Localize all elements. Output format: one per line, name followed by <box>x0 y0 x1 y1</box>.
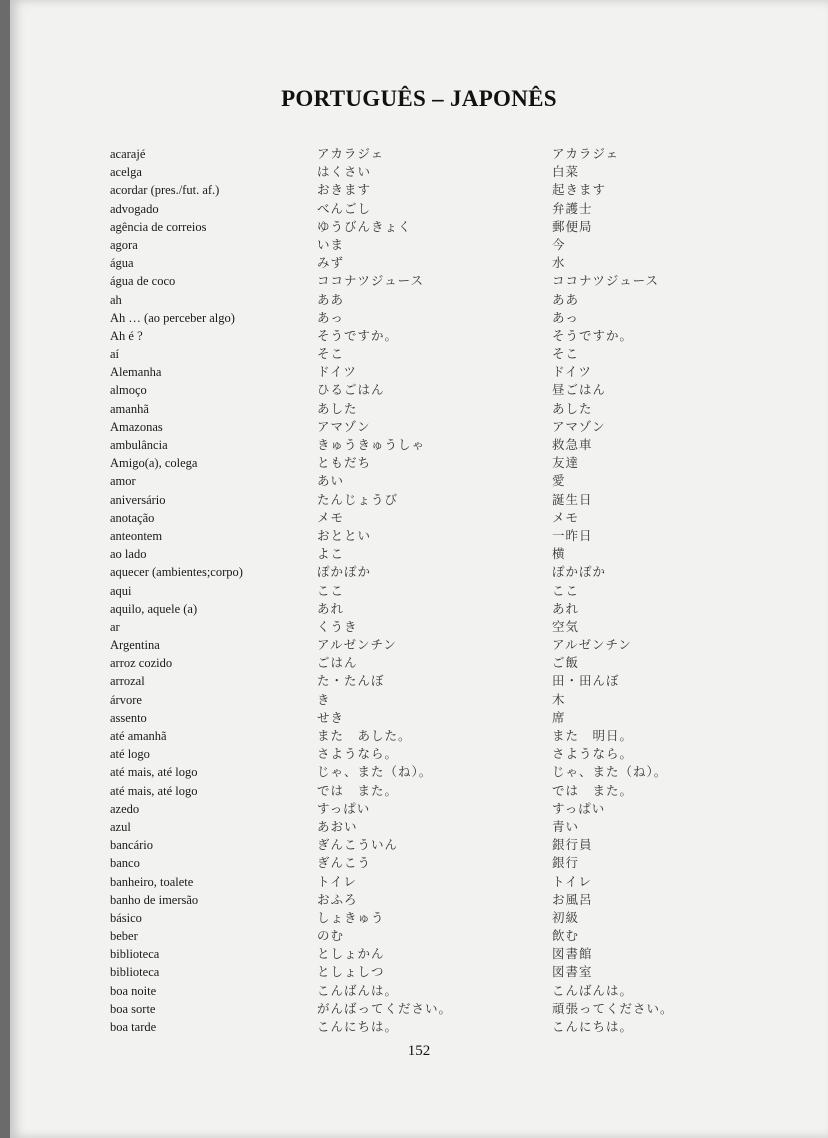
entry-list <box>10 145 828 1036</box>
portuguese-term: aqui <box>110 583 132 598</box>
kanji-writing: 一昨日 <box>552 528 593 543</box>
kana-reading: はくさい <box>317 165 372 180</box>
list-item <box>10 691 828 709</box>
kanji-writing: 水 <box>552 256 566 271</box>
portuguese-term: anotação <box>110 510 155 525</box>
portuguese-term: acarajé <box>110 147 146 161</box>
portuguese-term: almoço <box>110 383 147 398</box>
kana-reading: よこ <box>317 547 345 562</box>
kanji-writing: 横 <box>552 547 566 562</box>
list-item <box>10 672 828 690</box>
list-item <box>10 327 828 345</box>
list-item <box>10 218 828 236</box>
kana-reading: き <box>317 692 331 707</box>
portuguese-term: até logo <box>110 747 150 762</box>
kanji-writing: ドイツ <box>552 365 592 380</box>
list-item <box>10 254 828 272</box>
kana-reading: アルゼンチン <box>317 638 397 653</box>
list-item <box>10 363 828 381</box>
kana-reading: しょきゅう <box>317 910 385 925</box>
kana-reading: アマゾン <box>317 419 371 434</box>
kanji-writing: そこ <box>552 347 580 362</box>
kanji-writing: あした <box>552 401 593 416</box>
kana-reading: としょしつ <box>317 965 385 980</box>
kana-reading: あっ <box>317 310 344 325</box>
kana-reading: アカラジェ <box>317 147 385 161</box>
kanji-writing: 木 <box>552 692 566 707</box>
portuguese-term: bancário <box>110 838 154 853</box>
kana-reading: こんばんは。 <box>317 983 399 998</box>
list-item <box>10 236 828 254</box>
kanji-writing: 救急車 <box>552 438 593 452</box>
portuguese-term: Amigo(a), colega <box>110 456 198 471</box>
list-item <box>10 163 828 181</box>
kana-reading: のむ <box>317 929 345 944</box>
list-item <box>10 418 828 436</box>
portuguese-term: acelga <box>110 165 142 180</box>
list-item <box>10 345 828 363</box>
kanji-writing: 初級 <box>552 910 580 925</box>
kana-reading: あした <box>317 401 358 416</box>
kana-reading: ぎんこういん <box>317 838 399 853</box>
kanji-writing: すっぱい <box>552 801 606 816</box>
portuguese-term: banco <box>110 856 140 871</box>
kanji-writing: トイレ <box>552 874 592 889</box>
list-item <box>10 982 828 1000</box>
kanji-writing: また 明日。 <box>552 729 634 743</box>
kana-reading: たんじょうび <box>317 492 399 507</box>
kana-reading: がんばってください。 <box>317 1001 453 1016</box>
kanji-writing: 飲む <box>552 929 580 944</box>
kanji-writing: 頑張ってください。 <box>552 1001 674 1016</box>
list-item <box>10 836 828 854</box>
dictionary-page <box>10 0 828 1138</box>
list-item <box>10 491 828 509</box>
list-item <box>10 472 828 490</box>
list-item <box>10 381 828 399</box>
kana-reading: みず <box>317 256 345 271</box>
kanji-writing: ああ <box>552 292 580 307</box>
list-item <box>10 1000 828 1018</box>
portuguese-term: arroz cozido <box>110 656 173 671</box>
portuguese-term: até mais, até logo <box>110 783 198 798</box>
kana-reading: そこ <box>317 347 345 362</box>
list-item <box>10 782 828 800</box>
list-item <box>10 436 828 454</box>
kanji-writing: 誕生日 <box>552 492 593 507</box>
list-item <box>10 181 828 199</box>
kana-reading: こんにちは。 <box>317 1020 399 1034</box>
kana-reading: せき <box>317 710 345 725</box>
portuguese-term: advogado <box>110 201 159 216</box>
kana-reading: また あした。 <box>317 729 412 743</box>
portuguese-term: aí <box>110 347 120 362</box>
portuguese-term: agora <box>110 237 138 252</box>
list-item <box>10 618 828 636</box>
list-item <box>10 763 828 781</box>
list-item <box>10 800 828 818</box>
kana-reading: ここ <box>317 583 345 598</box>
kana-reading: ゆうびんきょく <box>317 219 412 234</box>
kana-reading: ともだち <box>317 456 372 471</box>
kana-reading: おととい <box>317 528 372 543</box>
kanji-writing: 図書室 <box>552 965 593 980</box>
kanji-writing: 田・田んぼ <box>552 674 620 689</box>
portuguese-term: ah <box>110 292 122 307</box>
kanji-writing: あれ <box>552 601 580 616</box>
kanji-writing: 友達 <box>552 456 580 471</box>
portuguese-term: amanhã <box>110 401 149 416</box>
portuguese-term: água de coco <box>110 274 176 289</box>
kanji-writing: 昼ごはん <box>552 383 607 398</box>
list-item <box>10 454 828 472</box>
list-item <box>10 654 828 672</box>
portuguese-term: Ah é ? <box>110 328 143 343</box>
list-item <box>10 145 828 163</box>
portuguese-term: água <box>110 256 134 271</box>
kanji-writing: お風呂 <box>552 892 593 907</box>
portuguese-term: agência de correios <box>110 219 207 234</box>
kana-reading: きゅうきゅうしゃ <box>317 438 426 452</box>
portuguese-term: boa tarde <box>110 1020 157 1034</box>
kana-reading: ああ <box>317 292 345 307</box>
kana-reading: では また。 <box>317 783 399 798</box>
list-item <box>10 291 828 309</box>
list-item <box>10 400 828 418</box>
kana-reading: あい <box>317 474 345 489</box>
kana-reading: すっぱい <box>317 801 371 816</box>
kanji-writing: アルゼンチン <box>552 638 632 653</box>
portuguese-term: árvore <box>110 692 142 707</box>
portuguese-term: banho de imersão <box>110 892 199 907</box>
portuguese-term: acordar (pres./fut. af.) <box>110 183 220 198</box>
portuguese-term: até mais, até logo <box>110 765 198 780</box>
page-title: PORTUGUÊS – JAPONÊS <box>281 86 557 111</box>
kanji-writing: 今 <box>552 237 566 252</box>
kanji-writing: 席 <box>552 710 566 725</box>
portuguese-term: aquilo, aquele (a) <box>110 601 198 616</box>
list-item <box>10 727 828 745</box>
portuguese-term: aquecer (ambientes;corpo) <box>110 565 243 580</box>
kana-reading: あれ <box>317 601 345 616</box>
kanji-writing: 青い <box>552 819 580 834</box>
kanji-writing: 銀行 <box>552 856 580 871</box>
portuguese-term: boa noite <box>110 983 157 998</box>
kanji-writing: では また。 <box>552 783 634 798</box>
kana-reading: メモ <box>317 510 345 525</box>
list-item <box>10 509 828 527</box>
portuguese-term: aniversário <box>110 492 166 507</box>
list-item <box>10 891 828 909</box>
kana-reading: ココナツジュース <box>317 274 425 289</box>
portuguese-term: assento <box>110 710 147 725</box>
portuguese-term: Alemanha <box>110 365 162 380</box>
portuguese-term: boa sorte <box>110 1001 156 1016</box>
list-item <box>10 927 828 945</box>
kana-reading: じゃ、また（ね）。 <box>317 765 433 780</box>
list-item <box>10 709 828 727</box>
kana-reading: そうですか。 <box>317 328 399 343</box>
portuguese-term: beber <box>110 929 138 944</box>
kana-reading: トイレ <box>317 874 357 889</box>
kanji-writing: ココナツジュース <box>552 274 660 289</box>
list-item <box>10 272 828 290</box>
portuguese-term: Amazonas <box>110 419 163 434</box>
kanji-writing: そうですか。 <box>552 328 634 343</box>
portuguese-term: básico <box>110 910 142 925</box>
kanji-writing: 図書館 <box>552 947 593 962</box>
kana-reading: べんごし <box>317 201 372 216</box>
kanji-writing: 空気 <box>552 619 580 634</box>
portuguese-term: azedo <box>110 801 140 816</box>
portuguese-term: ar <box>110 619 120 634</box>
kana-reading: あおい <box>317 819 358 834</box>
kana-reading: おふろ <box>317 892 358 907</box>
list-item <box>10 636 828 654</box>
portuguese-term: biblioteca <box>110 947 160 962</box>
kanji-writing: あっ <box>552 310 579 325</box>
portuguese-term: ao lado <box>110 547 147 562</box>
list-item <box>10 582 828 600</box>
list-item <box>10 945 828 963</box>
portuguese-term: amor <box>110 474 136 489</box>
kanji-writing: 白菜 <box>552 165 580 180</box>
portuguese-term: Argentina <box>110 638 160 653</box>
list-item <box>10 545 828 563</box>
kanji-writing: 郵便局 <box>552 219 593 234</box>
portuguese-term: biblioteca <box>110 965 160 980</box>
kana-reading: おきます <box>317 183 372 198</box>
kanji-writing: 愛 <box>552 474 566 489</box>
kana-reading: ドイツ <box>317 365 357 380</box>
kanji-writing: アマゾン <box>552 419 606 434</box>
portuguese-term: banheiro, toalete <box>110 874 194 889</box>
kanji-writing: 弁護士 <box>552 201 593 216</box>
kanji-writing: アカラジェ <box>552 147 620 161</box>
list-item <box>10 818 828 836</box>
kanji-writing: メモ <box>552 510 580 525</box>
kanji-writing: こんにちは。 <box>552 1020 634 1034</box>
portuguese-term: azul <box>110 819 131 834</box>
list-item <box>10 200 828 218</box>
kana-reading: ごはん <box>317 656 358 671</box>
kanji-writing: 銀行員 <box>552 838 593 853</box>
list-item <box>10 745 828 763</box>
list-item <box>10 600 828 618</box>
kana-reading: いま <box>317 237 345 252</box>
list-item <box>10 527 828 545</box>
list-item <box>10 563 828 581</box>
kana-reading: ぎんこう <box>317 856 372 871</box>
page-number: 152 <box>407 1043 431 1059</box>
kana-reading: としょかん <box>317 947 385 962</box>
list-item <box>10 854 828 872</box>
portuguese-term: Ah … (ao perceber algo) <box>110 310 235 325</box>
list-item <box>10 309 828 327</box>
portuguese-term: até amanhã <box>110 729 167 743</box>
kana-reading: た・たんぼ <box>317 674 385 689</box>
kanji-writing: 起きます <box>552 183 607 198</box>
portuguese-term: ambulância <box>110 438 168 452</box>
kana-reading: ぽかぽか <box>317 565 372 580</box>
portuguese-term: arrozal <box>110 674 145 689</box>
list-item <box>10 873 828 891</box>
kanji-writing: ぽかぽか <box>552 565 607 580</box>
kanji-writing: ここ <box>552 583 580 598</box>
list-item <box>10 909 828 927</box>
kana-reading: さようなら。 <box>317 747 399 762</box>
kanji-writing: じゃ、また（ね）。 <box>552 765 668 780</box>
kanji-writing: さようなら。 <box>552 747 634 762</box>
kanji-writing: ご飯 <box>552 656 580 671</box>
kana-reading: くうき <box>317 619 358 634</box>
kanji-writing: こんばんは。 <box>552 983 634 998</box>
list-item <box>10 963 828 981</box>
list-item <box>10 1018 828 1036</box>
portuguese-term: anteontem <box>110 528 163 543</box>
kana-reading: ひるごはん <box>317 383 385 398</box>
